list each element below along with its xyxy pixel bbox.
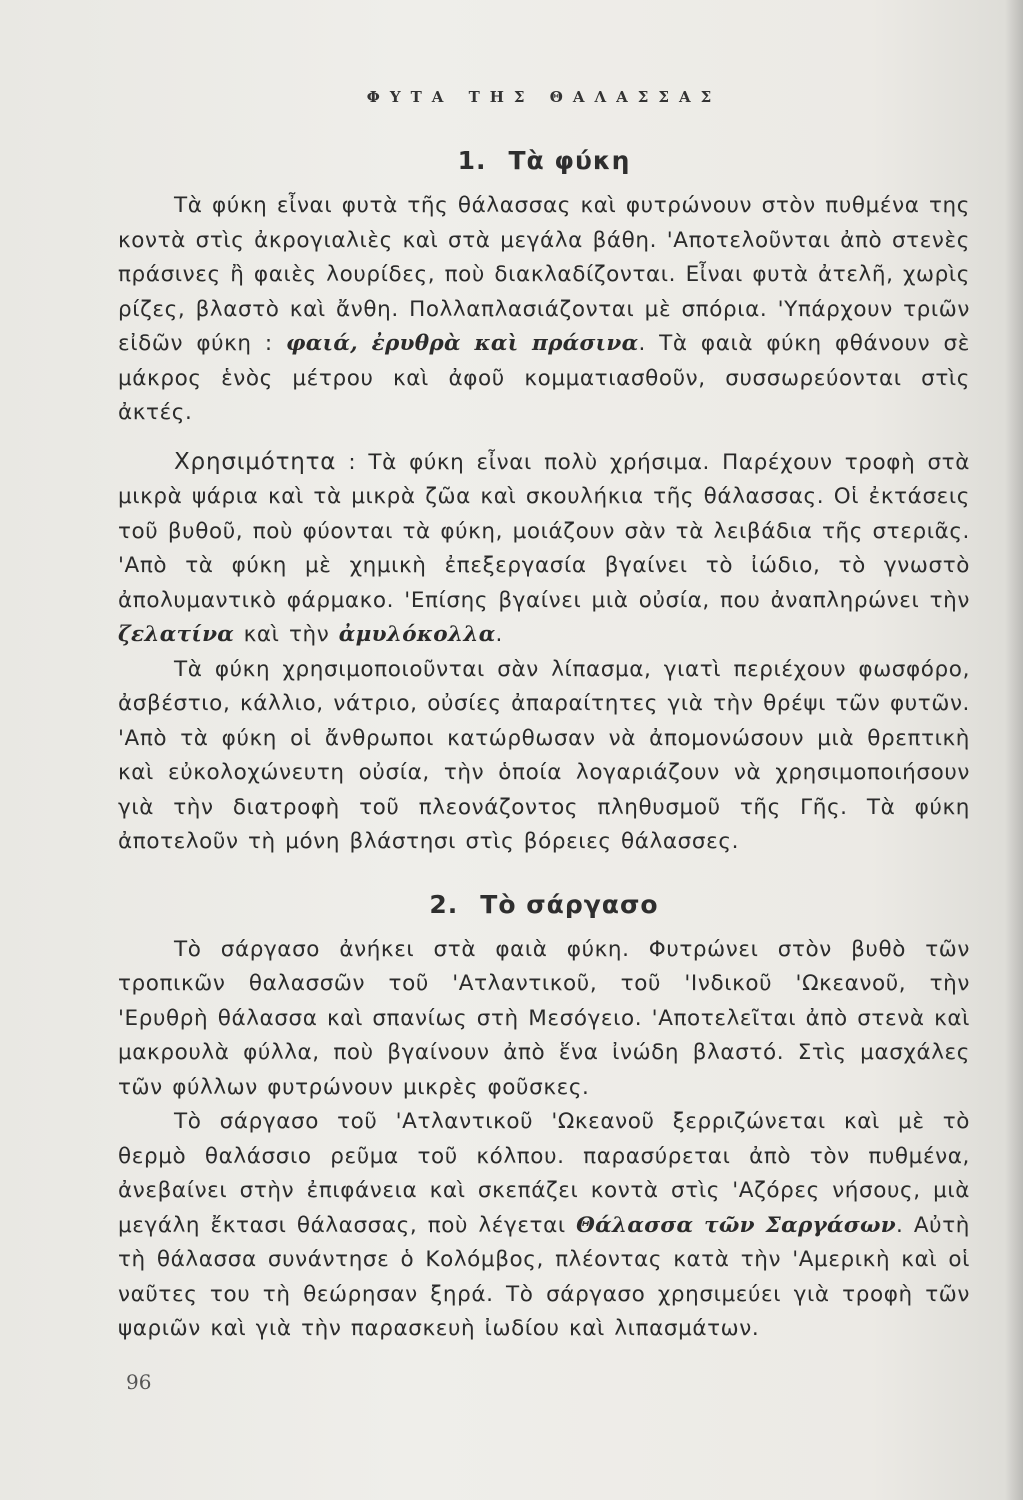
- seaweed-types: φαιά, ἐρυθρὰ καὶ πράσινα: [286, 331, 639, 356]
- section-2-title: Τὸ σάργασο: [480, 889, 659, 919]
- page-edge-shadow: [1005, 0, 1023, 1500]
- text-span: Τὸ σάργασο τοῦ 'Ατλαντικοῦ 'Ωκεανοῦ ξερριζώνεται καὶ μὲ τὸ θερμὸ θαλάσσιο ρεῦμα τοῦ κόλπου. παρασύρεται ἀπὸ τὸν πυθμένα, ἀνεβαίνει στὴν ἐπιφάνεια καὶ σκεπάζει κοντὰ στὶς 'Αζόρες νήσους, μιὰ μεγάλη ἔκτασι θάλασσας, ποὺ λέγεται: [118, 1109, 970, 1238]
- section-1-heading: [118, 146, 970, 175]
- paragraph-usefulness: [118, 445, 970, 653]
- section-2-heading: [118, 890, 970, 919]
- page-content: [118, 88, 970, 1347]
- paragraph-seaweed-description: [118, 189, 970, 431]
- section-sargasso: [118, 890, 970, 1347]
- page-number: 96: [126, 1370, 152, 1394]
- section-1-number: 1.: [457, 146, 487, 175]
- text-span: Τὰ φύκη εἶναι φυτὰ τῆς θάλασσας καὶ φυτρώνουν στὸν πυθμένα της κοντὰ στὶς ἀκρογιαλιὲς καὶ στὰ μεγάλα βάθη. 'Αποτελοῦνται ἀπὸ στενὲς πράσινες ἢ φαιὲς λουρίδες, ποὺ διακλαδίζονται. Εἶναι φυτὰ ἀτελῆ, χωρὶς ρίζες, βλαστὸ καὶ ἄνθη. Πολλαπλασιάζονται μὲ σπόρια. 'Υπάρχουν τριῶν εἰδῶν φύκη :: [118, 193, 970, 356]
- usefulness-label: Χρησιμότητα: [174, 448, 337, 475]
- section-spacer: [118, 860, 970, 890]
- section-1-title: Τὰ φύκη: [508, 146, 631, 175]
- section-2-number: 2.: [429, 889, 459, 919]
- paragraph-fertilizer: Τὰ φύκη χρησιμοποιοῦνται σὰν λίπασμα, γιατὶ περιέχουν φωσφόρο, ἀσβέστιο, κάλλιο, νάτριο, οὐσίες ἀπαραίτητες γιὰ τὴν θρέψι τῶν φυτῶν. 'Απὸ τὰ φύκη οἱ ἄνθρωποι κατώρθωσαν νὰ ἀπομονώσουν μιὰ θρεπτικὴ καὶ εὐκολοχώνευτη οὐσία, τὴν ὁποία λογαριάζουν νὰ χρησιμοποιήσουν γιὰ τὴν διατροφὴ τοῦ πλεονάζοντος πληθυσμοῦ τῆς Γῆς. Τὰ φύκη ἀποτελοῦν τὴ μόνη βλάστησι στὶς βόρειες θάλασσες.: [118, 656, 970, 854]
- running-title: ΦΥΤΑ ΤΗΣ ΘΑΛΑΣΣΑΣ: [366, 88, 722, 106]
- text-span: : Τὰ φύκη εἶναι πολὺ χρήσιμα. Παρέχουν τροφὴ στὰ μικρὰ ψάρια καὶ τὰ μικρὰ ζῶα καὶ σκουλήκια τῆς θάλασσας. Οἱ ἐκτάσεις τοῦ βυθοῦ, ποὺ φύονται τὰ φύκη, μοιάζουν σὰν τὰ λειβάδια τῆς στεριᾶς. 'Απὸ τὰ φύκη μὲ χημικὴ ἐπεξεργασία βγαίνει τὸ ἰώδιο, τὸ γνωστὸ ἀπολυμαντικὸ φάρμακο. 'Επίσης βγαίνει μιὰ οὐσία, που ἀναπληρώνει τὴν: [118, 449, 970, 613]
- paragraph-sargasso-sea: [118, 1105, 970, 1347]
- section-seaweed: [118, 146, 970, 860]
- text-span: . Τὰ φαιὰ φύκη φθάνουν σὲ μάκρος ἑνὸς μέτρου καὶ ἀφοῦ κομματιασθοῦν, συσσωρεύονται στὶς ἀκτές.: [118, 331, 970, 425]
- paragraph-sargasso-description: Τὸ σάργασο ἀνήκει στὰ φαιὰ φύκη. Φυτρώνει στὸν βυθὸ τῶν τροπικῶν θαλασσῶν τοῦ 'Ατλαντικοῦ, τοῦ 'Ινδικοῦ 'Ωκεανοῦ, τὴν 'Ερυθρὴ θάλασσα καὶ σπανίως στὴ Μεσόγειο. 'Αποτελεῖται ἀπὸ στενὰ καὶ μακρουλὰ φύλλα, ποὺ βγαίνουν ἀπὸ ἕνα ἰνώδη βλαστό. Στὶς μασχάλες τῶν φύλλων φυτρώνουν μικρὲς φοῦσκες.: [118, 936, 970, 1100]
- term-sargasso-sea: Θάλασσα τῶν Σαργάσων: [576, 1212, 897, 1238]
- term-amylokolla: ἀμυλόκολλα: [338, 622, 496, 647]
- text-span: καὶ τὴν: [234, 622, 330, 647]
- text-span: .: [495, 622, 503, 647]
- term-gelatin: ζελατίνα: [118, 622, 235, 647]
- text-span: . Αὐτὴ τὴ θάλασσα συνάντησε ὁ Κολόμβος, πλέοντας κατὰ τὴν 'Αμερικὴ καὶ οἱ ναῦτες του τὴ θεώρησαν ξηρά. Τὸ σάργασο χρησιμεύει γιὰ τροφὴ τῶν ψαριῶν καὶ γιὰ τὴν παρασκευὴ ἰωδίου καὶ λιπασμάτων.: [118, 1212, 970, 1341]
